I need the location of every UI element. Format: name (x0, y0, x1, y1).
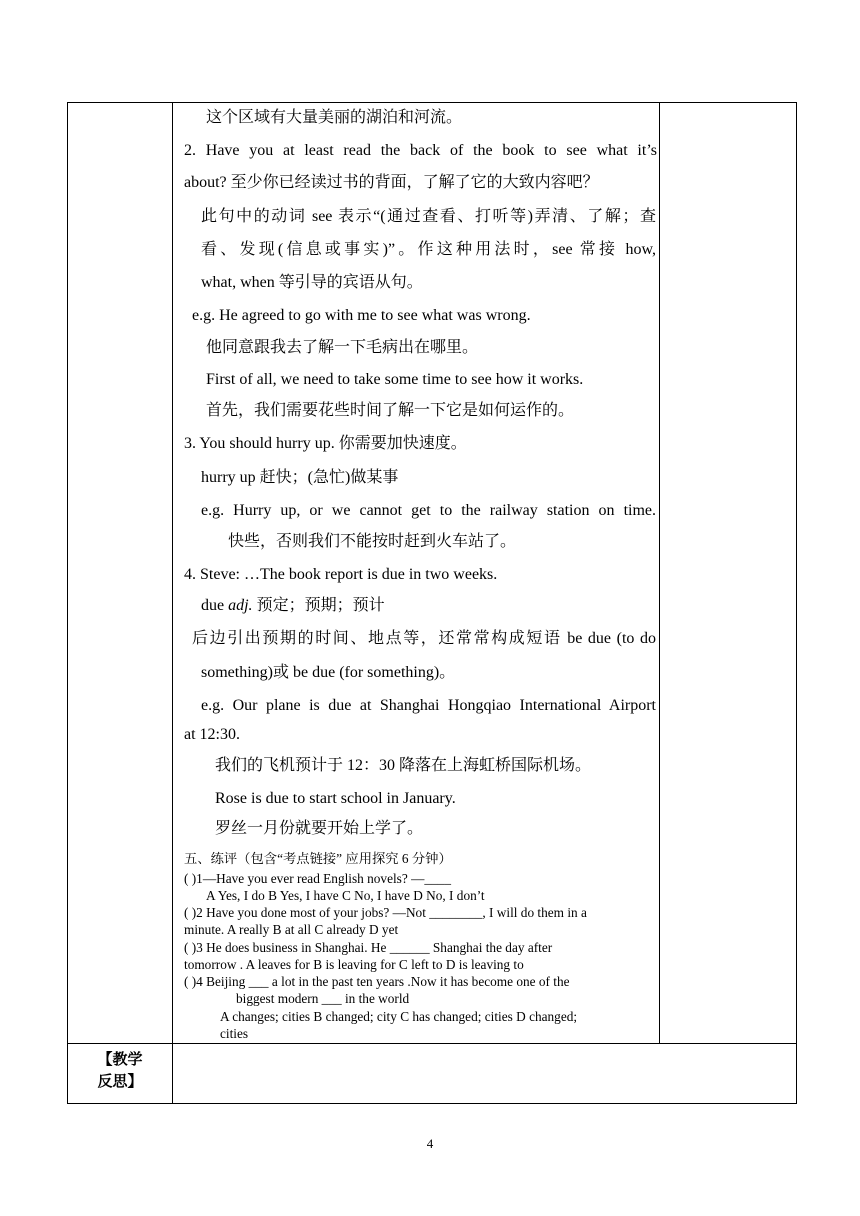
question-4-options: A changes; cities B changed; city C has changed; cities D changed; (220, 1009, 578, 1024)
example-line: e.g. Hurry up, or we cannot get to the railway station on time. (201, 502, 656, 519)
question-4: ( )4 Beijing ___ a lot in the past ten years .Now it has become one of the (184, 974, 570, 989)
example-line: at 12:30. (184, 726, 240, 743)
note-line: 看、发现(信息或事实)”。作这种用法时，see 常接 how, (201, 241, 656, 258)
reflection-cell (173, 1044, 797, 1104)
left-empty-cell (68, 103, 173, 1044)
note-line: hurry up 赶快；(急忙)做某事 (201, 469, 399, 486)
reflection-label-line2: 反思】 (97, 1072, 143, 1090)
note-line: what, when 等引导的宾语从句。 (201, 274, 423, 291)
question-3: ( )3 He does business in Shanghai. He ______ Shanghai the day after (184, 940, 553, 955)
right-empty-cell (660, 103, 797, 1044)
example-line: Rose is due to start school in January. (215, 790, 456, 807)
pos-adj: adj. (228, 597, 253, 614)
note-line: 这个区域有大量美丽的湖泊和河流。 (206, 109, 463, 126)
example-line: First of all, we need to take some time to see how it works. (206, 371, 584, 388)
question-2: ( )2 Have you done most of your jobs? —Not ________, I will do them in a (184, 905, 587, 920)
translation-line: 快些，否则我们不能按时赶到火车站了。 (228, 533, 517, 550)
note-line: about? 至少你已经读过书的背面，了解了它的大致内容吧？ (184, 174, 599, 191)
reflection-label (68, 1044, 173, 1104)
question-2-options: minute. A really B at all C already D yet (184, 922, 399, 937)
note-line: 2. Have you at least read the back of the book to see what it’s (184, 142, 657, 159)
translation-line: 罗丝一月份就要开始上学了。 (215, 820, 424, 837)
lesson-table (67, 102, 797, 1104)
example-line: e.g. He agreed to go with me to see what was wrong. (192, 307, 531, 324)
exercise-heading: 五、练评（包含“考点链接” 应用探究 6 分钟） (184, 851, 452, 866)
translation-line: 我们的飞机预计于 12：30 降落在上海虹桥国际机场。 (215, 757, 592, 774)
note-line: 4. Steve: …The book report is due in two weeks. (184, 566, 498, 583)
translation-line: 他同意跟我去了解一下毛病出在哪里。 (206, 339, 479, 356)
question-4-options-cont: cities (220, 1026, 249, 1041)
question-3-options: tomorrow . A leaves for B is leaving for C left to D is leaving to (184, 957, 524, 972)
example-line: e.g. Our plane is due at Shanghai Hongqiao International Airport (201, 697, 656, 714)
note-line: 3. You should hurry up. 你需要加快速度。 (184, 435, 467, 452)
translation-line: 首先，我们需要花些时间了解一下它是如何运作的。 (206, 402, 575, 419)
question-1-options: A Yes, I do B Yes, I have C No, I have D No, I don’t (206, 888, 485, 903)
word-due: due (201, 597, 225, 614)
note-line: 此句中的动词 see 表示“(通过查看、打听等)弄清、了解；查 (201, 208, 656, 225)
note-line: 后边引出预期的时间、地点等，还常常构成短语 be due (to do (192, 630, 656, 647)
question-1: ( )1—Have you ever read English novels? —____ (184, 871, 451, 886)
page-number: 4 (426, 1136, 434, 1151)
reflection-label-line1: 【教学 (97, 1050, 143, 1068)
note-line (201, 596, 385, 616)
question-4-cont: biggest modern ___ in the world (236, 991, 410, 1006)
definition: 预定；预期；预计 (256, 597, 385, 614)
note-line: something)或 be due (for something)。 (201, 664, 456, 681)
notes-cell (173, 103, 660, 1044)
